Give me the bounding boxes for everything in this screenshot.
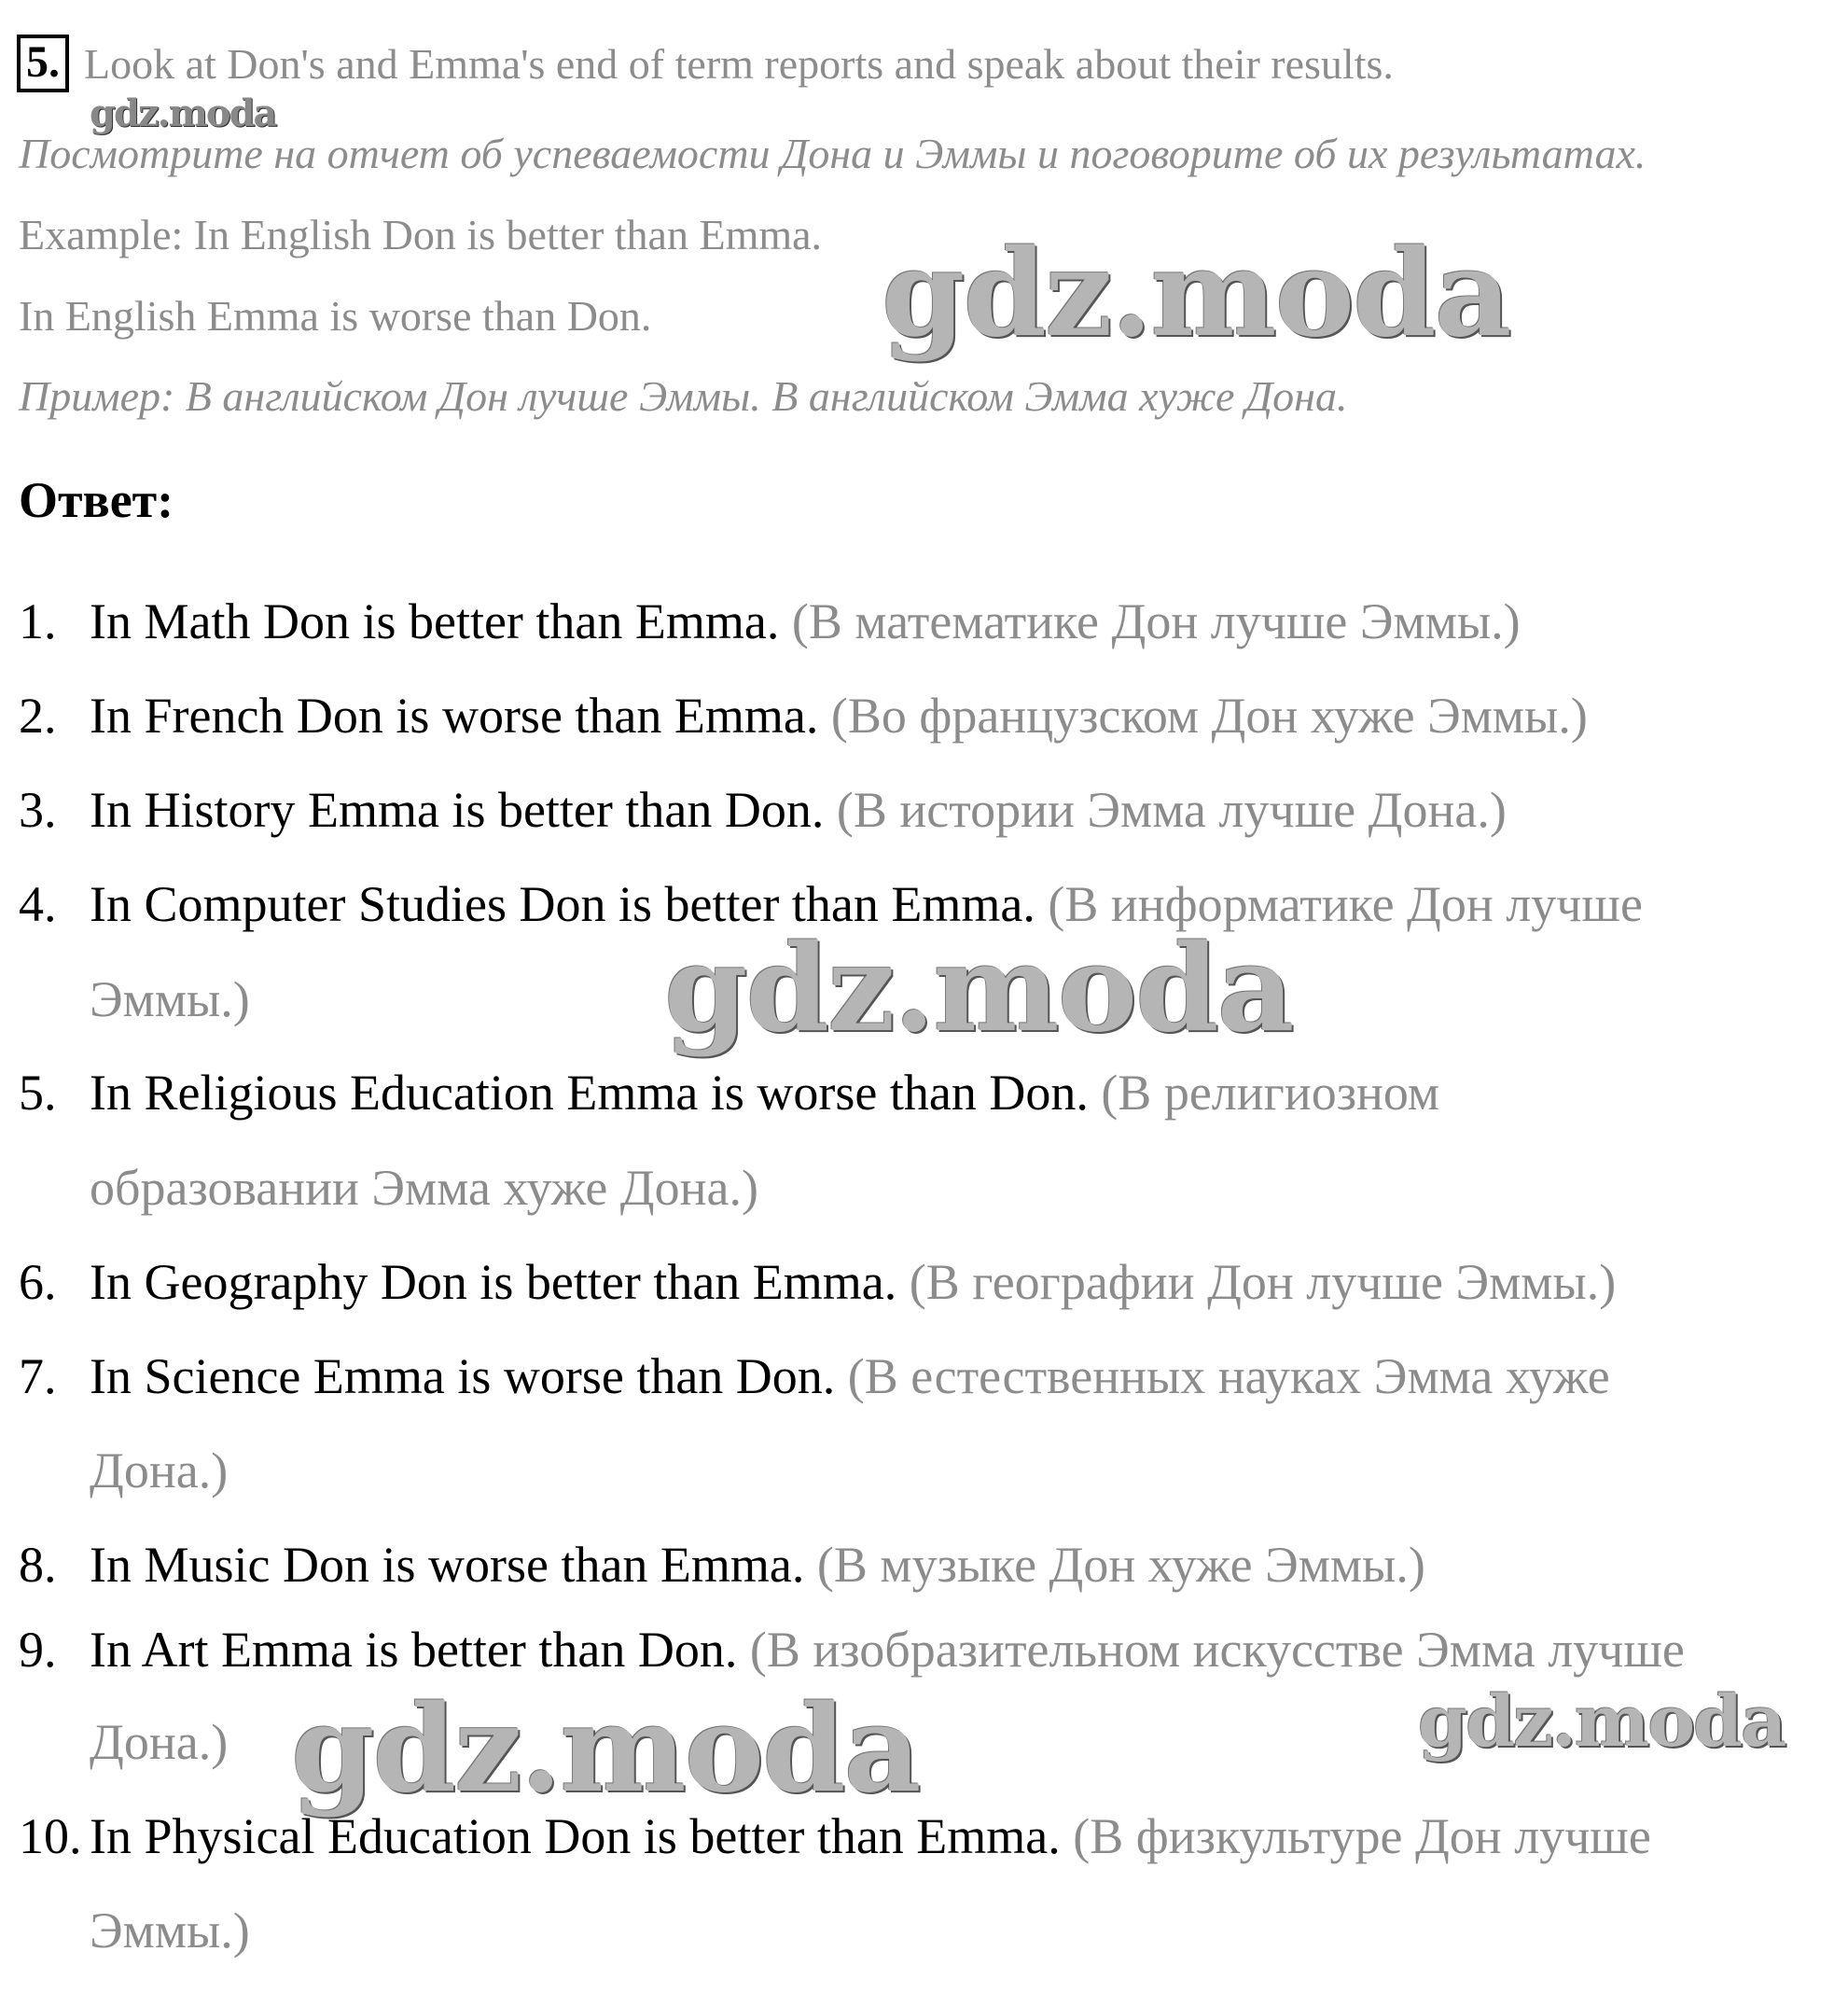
item-russian-continuation: Дона.)	[90, 1714, 229, 1770]
item-number: 6.	[19, 1254, 57, 1310]
item-number: 4.	[19, 876, 57, 932]
task-instruction-ru: Посмотрите на отчет об успеваемости Дона и Эммы и поговорите об их результатах.	[19, 130, 1647, 177]
item-english: In Science Emma is worse than Don.	[90, 1348, 836, 1404]
item-english: In Computer Studies Don is better than Emma.	[90, 876, 1035, 932]
item-english: In Math Don is better than Emma.	[90, 593, 780, 649]
answer-item	[19, 781, 1507, 839]
item-russian: (В географии Дон лучше Эммы.)	[909, 1254, 1617, 1310]
item-number: 9.	[19, 1622, 57, 1678]
example-ru: Пример: В английском Дон лучше Эммы. В английском Эмма хуже Дона.	[19, 372, 1348, 420]
item-russian: (В музыке Дон хуже Эммы.)	[816, 1537, 1425, 1593]
item-russian: (В информатике Дон лучше	[1048, 876, 1643, 932]
item-number: 5.	[19, 1065, 57, 1121]
item-russian: (Во французском Дон хуже Эммы.)	[830, 688, 1588, 744]
item-english: In Religious Education Emma is worse than Don.	[90, 1065, 1089, 1121]
answer-item	[19, 1621, 1685, 1679]
task-number: 5.	[17, 35, 69, 92]
item-number: 1.	[19, 593, 57, 649]
answer-item	[19, 592, 1521, 650]
item-english: In History Emma is better than Don.	[90, 782, 825, 838]
item-russian-continuation: Дона.)	[90, 1442, 229, 1498]
item-russian: (В религиозном	[1101, 1065, 1440, 1121]
answer-title: Ответ:	[19, 472, 174, 528]
answer-item	[19, 1253, 1616, 1311]
item-number: 3.	[19, 782, 57, 838]
item-russian: (В физкультуре Дон лучше	[1073, 1808, 1651, 1864]
answer-item	[19, 687, 1588, 745]
item-number: 8.	[19, 1537, 57, 1593]
task-header	[17, 35, 1394, 91]
item-number: 10.	[19, 1808, 82, 1864]
item-russian-continuation: Эммы.)	[90, 971, 250, 1027]
watermark-logo: gdz.moda	[1418, 1679, 1785, 1763]
answer-item	[19, 1064, 1439, 1122]
item-english: In Music Don is worse than Emma.	[90, 1537, 805, 1593]
watermark-logo: gdz.moda	[291, 1679, 920, 1819]
item-english: In Physical Education Don is better than Emma.	[90, 1808, 1061, 1864]
item-russian: (В естественных науках Эмма хуже	[847, 1348, 1610, 1404]
answer-item	[19, 1347, 1610, 1405]
answer-item	[19, 1536, 1425, 1594]
watermark-logo: gdz.moda	[90, 91, 276, 135]
item-english: In French Don is worse than Emma.	[90, 688, 819, 744]
item-russian: (В истории Эмма лучше Дона.)	[836, 782, 1507, 838]
example-line-1: Example: In English Don is better than Emma.	[19, 211, 823, 258]
watermark-logo: gdz.moda	[882, 224, 1510, 364]
item-russian-continuation: Эммы.)	[90, 1902, 250, 1958]
item-russian: (В изобразительном искусстве Эмма лучше	[749, 1622, 1685, 1678]
item-english: In Geography Don is better than Emma.	[90, 1254, 897, 1310]
task-instruction: Look at Don's and Emma's end of term reports and speak about their results.	[84, 39, 1394, 88]
item-russian: (В математике Дон лучше Эммы.)	[791, 593, 1521, 649]
item-russian-continuation: образовании Эмма хуже Дона.)	[90, 1160, 758, 1216]
example-line-2: In English Emma is worse than Don.	[19, 292, 652, 340]
item-number: 2.	[19, 688, 57, 744]
watermark-logo: gdz.moda	[664, 919, 1293, 1059]
item-number: 7.	[19, 1348, 57, 1404]
item-english: In Art Emma is better than Don.	[90, 1622, 738, 1678]
